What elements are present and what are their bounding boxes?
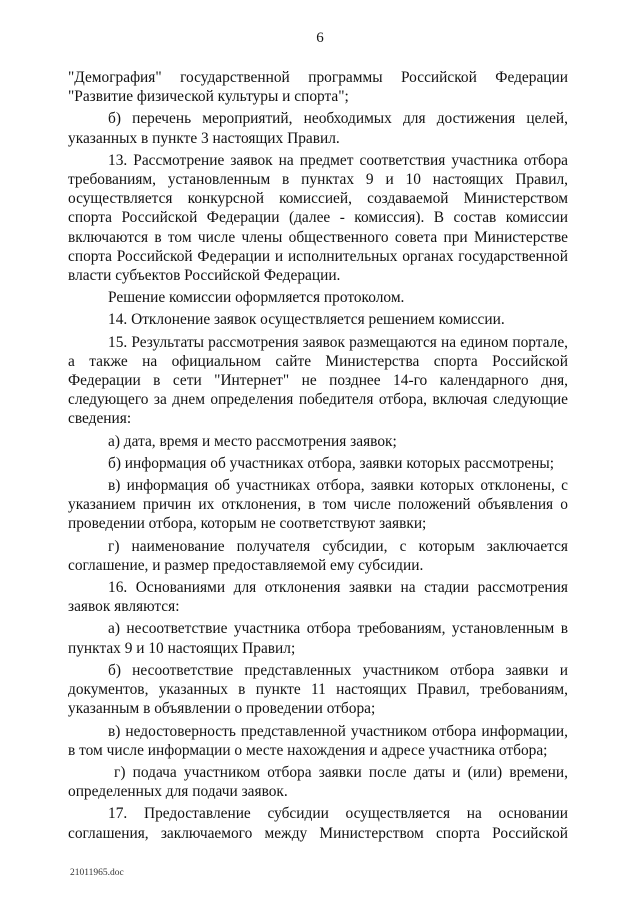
paragraph-16b: б) несоответствие представленных участником отбора заявки и документов, указанных в пункте 11 настоящих Правил, требованиям, указанным в объявлении о проведении отбора; [68, 661, 568, 718]
paragraph-12b: б) перечень мероприятий, необходимых для достижения целей, указанных в пункте 3 настоящих Правил. [68, 110, 568, 147]
paragraph-15c: в) информация об участниках отбора, заявки которых отклонены, с указанием причин их отклонения, в том числе положений объявления о проведении отбора, которым не соответствуют заявки; [68, 477, 568, 533]
document-body [68, 68, 568, 846]
paragraph-16: 16. Основаниями для отклонения заявки на стадии рассмотрения заявок являются: [68, 579, 568, 616]
paragraph-15a: а) дата, время и место рассмотрения заявок; [108, 432, 397, 450]
paragraph-commission-decision: Решение комиссии оформляется протоколом. [108, 289, 405, 307]
paragraph-16c: в) недостоверность представленной участником отбора информации, в том числе информации о месте нахождения и адресе участника отбора; [68, 722, 568, 759]
paragraph-13: 13. Рассмотрение заявок на предмет соответствия участника отбора требованиям, установленным в пунктах 9 и 10 настоящих Правил, осуществляется конкурсной комиссией, создаваемой Министерством спорта Российской Федерации (далее - комиссия). В состав комиссии включаются в том числе члены общественного совета при Министерстве спорта Российской Федерации и исполнительных органах государственной власти субъектов Российской Федерации. [68, 151, 568, 285]
paragraph-17: 17. Предоставление субсидии осуществляется на основании соглашения, заключаемого между Министерством спорта Российской [68, 805, 568, 842]
footer-doc-code: 21011965.doc [70, 868, 124, 878]
paragraph-15: 15. Результаты рассмотрения заявок размещаются на едином портале, а также на официальном сайте Министерства спорта Российской Федерации в сети "Интернет" не позднее 14-го календарного дня, следующего за днем определения победителя отбора, включая следующие сведения: [68, 333, 568, 428]
paragraph-15d: г) наименование получателя субсидии, с которым заключается соглашение, и размер предоставляемой ему субсидии. [68, 537, 568, 574]
page-number: 6 [316, 30, 324, 46]
paragraph-14: 14. Отклонение заявок осуществляется решением комиссии. [108, 311, 505, 329]
paragraph-demography-continuation: "Демография" государственной программы Российской Федерации "Развитие физической культуры и спорта"; [68, 69, 568, 106]
paragraph-16d: г) подача участником отбора заявки после даты и (или) времени, определенных для подачи заявок. [68, 763, 568, 801]
paragraph-15b: б) информация об участниках отбора, заявки которых рассмотрены; [108, 454, 555, 472]
paragraph-16a: а) несоответствие участника отбора требованиям, установленным в пунктах 9 и 10 настоящих Правил; [68, 620, 568, 657]
